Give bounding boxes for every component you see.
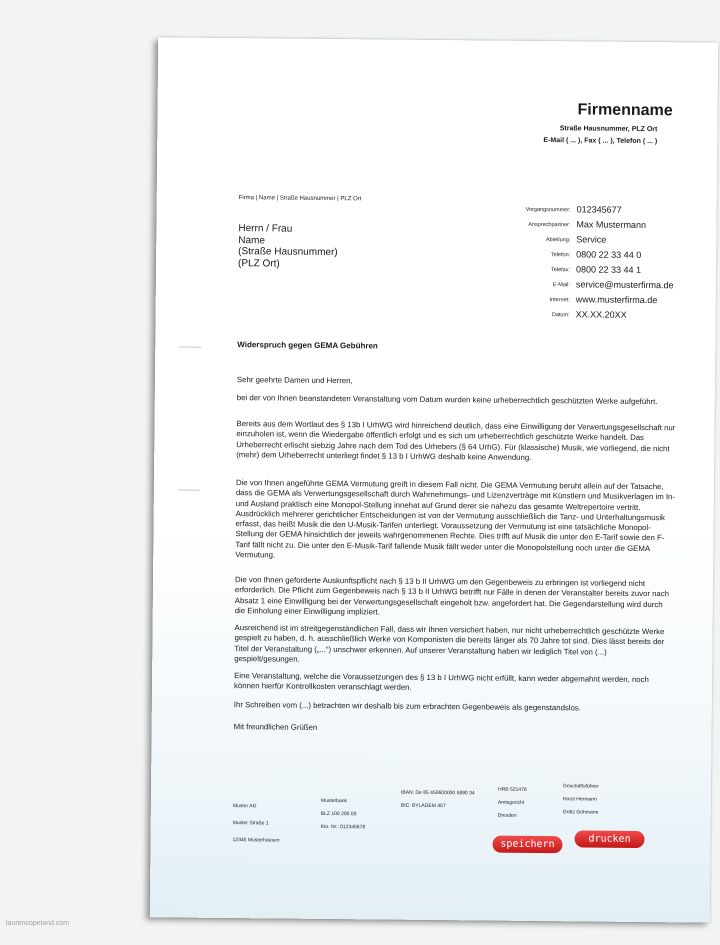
recipient-salutation: Herrn / Frau — [238, 223, 293, 235]
info-row-website — [476, 293, 706, 309]
letter-page — [150, 37, 718, 922]
footer-management-label: Geschäftsführer — [563, 783, 599, 790]
salutation: Sehr geehrte Damen und Herren, — [236, 375, 353, 386]
info-row-email — [476, 278, 706, 294]
footer-hrb: HRB 521478 — [498, 786, 527, 793]
info-value: Service — [576, 234, 607, 245]
footer-bank — [321, 795, 366, 834]
footer-company-name: Muster AG — [232, 803, 257, 810]
footer-company-city: 12345 Musterhausen — [232, 837, 280, 844]
watermark-text: laurencopeland.com — [6, 920, 70, 927]
info-label: Ansprechpartner: — [528, 221, 571, 229]
info-label: Telefon: — [550, 252, 571, 259]
info-value: 0800 22 33 44 0 — [576, 249, 642, 260]
info-label: Internet: — [549, 297, 570, 304]
info-value: XX.XX.20XX — [575, 309, 627, 320]
save-button[interactable]: speichern — [492, 836, 562, 854]
company-contact: E-Mail ( ... ), Fax ( ... ), Telefon ( ... ) — [543, 137, 658, 146]
body-paragraph: bei der von Ihnen beanstandeten Veranstaltung vom Datum wurden keine urheberrechtlich geschützten Werke aufgeführt. — [236, 393, 658, 407]
footer-bank-code: BLZ 100 200 00 — [320, 810, 357, 818]
print-button[interactable]: drucken — [574, 830, 644, 848]
footer-court-city: Dresden — [497, 812, 517, 819]
punch-mark — [178, 490, 200, 491]
body-paragraph: Die von Ihnen angeführte GEMA Vermutung greift in diesem Fall nicht. Die GEMA Vermutung beruht allein auf der Tatsache, dass die GEMA als Verwertungsgesellschaft durch Wahrnehmungs- und Lizenzverträge mit Künstlern und Musikverlagen im In- und Ausland praktisch eine Monopol-Stellung innehat auf Grund derer sie nahezu das gesamte Weltrepertoire vertritt. Ausdrücklich mehrerer gerichtlicher Entscheidungen ist von der Vermutung ausschließlich die Tanz- und Unterhaltungsmusik erfasst, das heißt Musik die den U-Musik-Tarifen unterliegt. Voraussetzung der Vermutung ist eine tatsächliche Monopol-Stellung der GEMA hinsichtlich der jeweils wahrgenommenen Rechte. Dies trifft auf Musik die unter den E-Tarif sowie den F-Tarif fällt nicht zu. Die unter den E-Musik-Tarif fallende Musik fällt weder unter die Monopolstellung noch unter die GEMA Vermutung. — [235, 478, 676, 560]
info-value: 0800 22 33 44 1 — [575, 264, 642, 275]
info-label: Vorgangsnummer: — [525, 206, 571, 214]
recipient-name: Name — [238, 234, 266, 246]
footer-management — [563, 780, 599, 819]
letter-subject: Widerspruch gegen GEMA Gebühren — [237, 340, 378, 351]
footer-manager-2: Grätz Gohmann — [562, 809, 599, 816]
footer-iban — [401, 787, 475, 814]
body-paragraph: Die von Ihnen geforderte Auskunftspflicht nach § 13 b II UrhWG um den Gegenbeweis zu erbringen ist vorliegend nicht erforderlich. Die Pflicht zum Gegenbeweis nach § 13 b II UrhWG betrifft nur Fälle in denen der Veranstalter bereits zuvor nach Absatz 1 eine Einwilligung bei der Verwertungsgesellschaft eingeholt bzw. angefordert hat. Die Gegendarstellung wird durch die Einholung einer Einwilligung impliziert. — [234, 575, 670, 617]
footer-iban-value: IBAN: De 85 450600000 5890 34 — [400, 789, 475, 797]
recipient-street: (Straße Hausnummer) — [238, 246, 338, 259]
info-row-date — [476, 308, 706, 324]
footer-register — [498, 784, 527, 823]
info-value: service@musterfirma.de — [575, 279, 674, 291]
info-value: Max Mustermann — [576, 219, 647, 231]
sender-line: Firma | Name | Straße Hausnummer | PLZ Ort — [238, 195, 362, 203]
footer-court-label: Amtsgericht — [497, 799, 525, 806]
info-label: Telefax: — [551, 267, 571, 274]
recipient-city: (PLZ Ort) — [238, 257, 280, 270]
info-row-fax — [476, 263, 706, 279]
body-paragraph: Ihr Schreiben vom (...) betrachten wir deshalb bis zum erbrachten Gegenbeweis als gegenstandslos. — [233, 700, 582, 713]
body-paragraph: Ausreichend ist im streitgegenständlichen Fall, dass wir Ihnen versichert haben, nur nicht urheberrechtlich geschützte Werke gespielt zu haben, d. h. ausschließlich Werke von Komponisten die bereits länger als 70 Jahre tot sind. Dies lässt bereits der Titel der Veranstaltung („...“) unschwer erkennen. Auf unserer Veranstaltung haben wir lediglich Titel von (...) gespielt/gesungen. — [234, 623, 665, 664]
footer-manager-1: Horst Hermann — [562, 796, 597, 803]
info-row-contact-person — [476, 218, 706, 234]
company-name: Firmenname — [577, 101, 673, 120]
body-paragraph: Bereits aus dem Wortlaut des § 13b I UrhWG wird hinreichend deutlich, dass eine Einwilligung der Verwertungsgesellschaft nur einzuholen ist, wenn die Wiedergabe öffentlich erfolgt und es sich um urheberrechtlich geschützte Werke handelt. Das Urheberrecht erlischt siebzig Jahre nach dem Tod des Urhebers (§ 64 UrhG). Für (klassische) Musik, wie vorliegend, die nicht (mehr) dem Urheberrecht unterliegt findet § 13 b I UrhWG deshalb keine Anwendung. — [236, 419, 676, 462]
footer-account-number: Kto. Nr.: 012345678 — [320, 823, 366, 831]
footer-bic-value: BIC: BYLADEM 457 — [400, 802, 446, 810]
footer-company-street: Muster Straße 1 — [232, 820, 269, 827]
closing: Mit freundlichen Grüßen — [233, 722, 318, 732]
info-label: Datum: — [551, 312, 570, 319]
info-row-reference — [477, 203, 707, 219]
fold-mark — [179, 347, 201, 348]
info-value: www.musterfirma.de — [575, 294, 658, 306]
info-row-department — [476, 233, 706, 249]
body-paragraph: Eine Veranstaltung, welche die Voraussetzungen des § 13 b I UrhWG nicht erfüllt, kann weder abgemahnt werden, noch können hierfür Kontrollkosten veranschlagt werden. — [233, 671, 649, 693]
footer-company — [232, 798, 279, 849]
company-address: Straße Hausnummer, PLZ Ort — [559, 125, 658, 134]
info-row-phone — [476, 248, 706, 264]
info-label: Abteilung: — [545, 237, 571, 244]
footer-bank-name: Musterbank — [320, 797, 348, 805]
info-value: 012345677 — [576, 204, 622, 215]
info-label: E-Mail: — [552, 282, 570, 289]
recipient-address — [238, 223, 338, 270]
